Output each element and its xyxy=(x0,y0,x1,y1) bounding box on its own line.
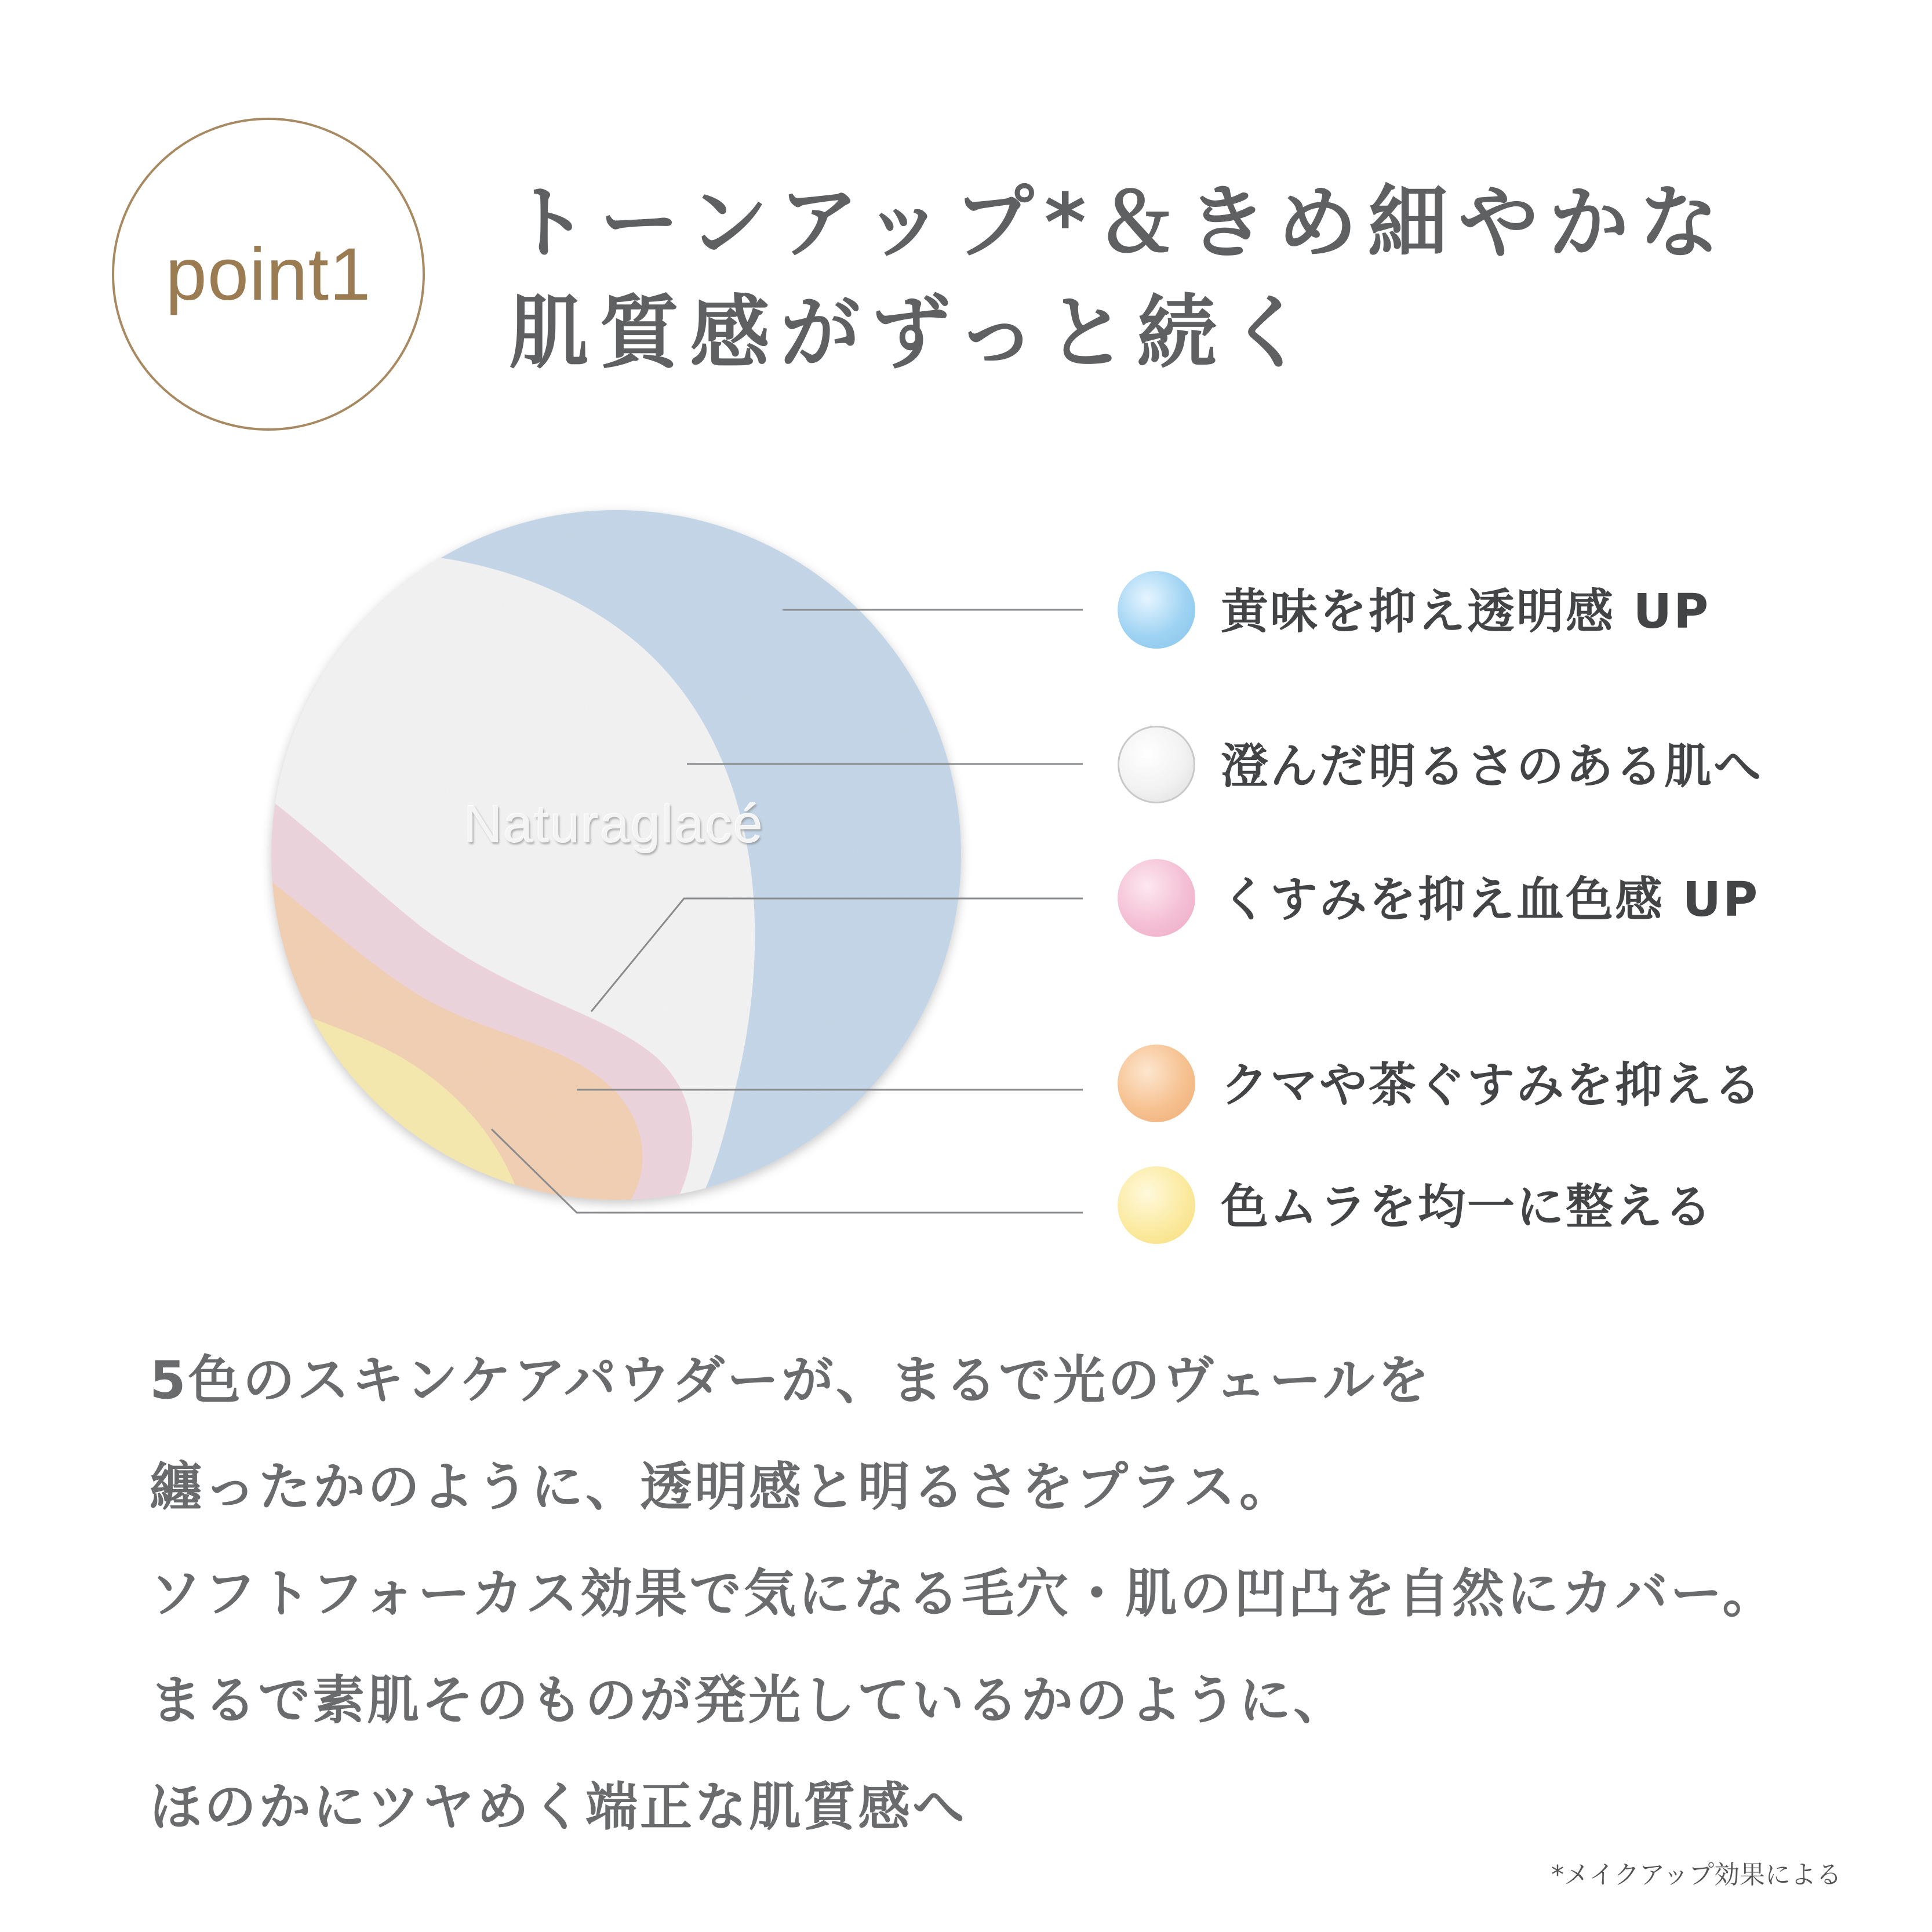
headline-line-1: トーンアップ*＆きめ細やかな xyxy=(509,176,1730,270)
body-line-3: ソフトフォーカス効果で気になる毛穴・肌の凹凸を自然にカバー。 xyxy=(150,1563,1777,1624)
yellow-powder-dot-icon xyxy=(1118,1166,1195,1244)
legend-label-blue: 黄味を抑え透明感 UP xyxy=(1221,584,1711,639)
orange-powder-dot-icon xyxy=(1118,1045,1195,1122)
body-line-5: ほのかにツヤめく端正な肌質感へ xyxy=(150,1777,967,1838)
blue-powder-dot-icon xyxy=(1118,571,1195,649)
naturaglace-logo: Naturaglacé xyxy=(464,795,765,854)
body-line-1: 5色のスキンケアパウダーが、まるで光のヴェールを xyxy=(150,1350,1432,1411)
legend-label-pink: くすみを抑え血色感 UP xyxy=(1221,872,1760,927)
body-line-2: 纏ったかのように、透明感と明るさをプラス。 xyxy=(150,1457,1294,1518)
legend-label-yellow: 色ムラを均一に整える xyxy=(1221,1180,1714,1235)
legend-label-white: 澄んだ明るさのある肌へ xyxy=(1221,739,1763,794)
body-line-4: まるで素肌そのものが発光しているかのように、 xyxy=(150,1670,1348,1731)
leader-line-pink xyxy=(591,898,1083,1012)
pink-powder-dot-icon xyxy=(1118,859,1195,937)
leader-line-yellow xyxy=(492,1129,1083,1213)
legend-label-orange: クマや茶ぐすみを抑える xyxy=(1221,1058,1763,1113)
footnote: *メイクアップ効果による xyxy=(1551,1860,1842,1890)
point-badge-label: point1 xyxy=(165,232,372,316)
white-powder-dot-icon xyxy=(1118,726,1195,803)
body-copy xyxy=(150,1327,1777,1861)
headline-line-2: 肌質感がずっと続く xyxy=(509,286,1318,380)
